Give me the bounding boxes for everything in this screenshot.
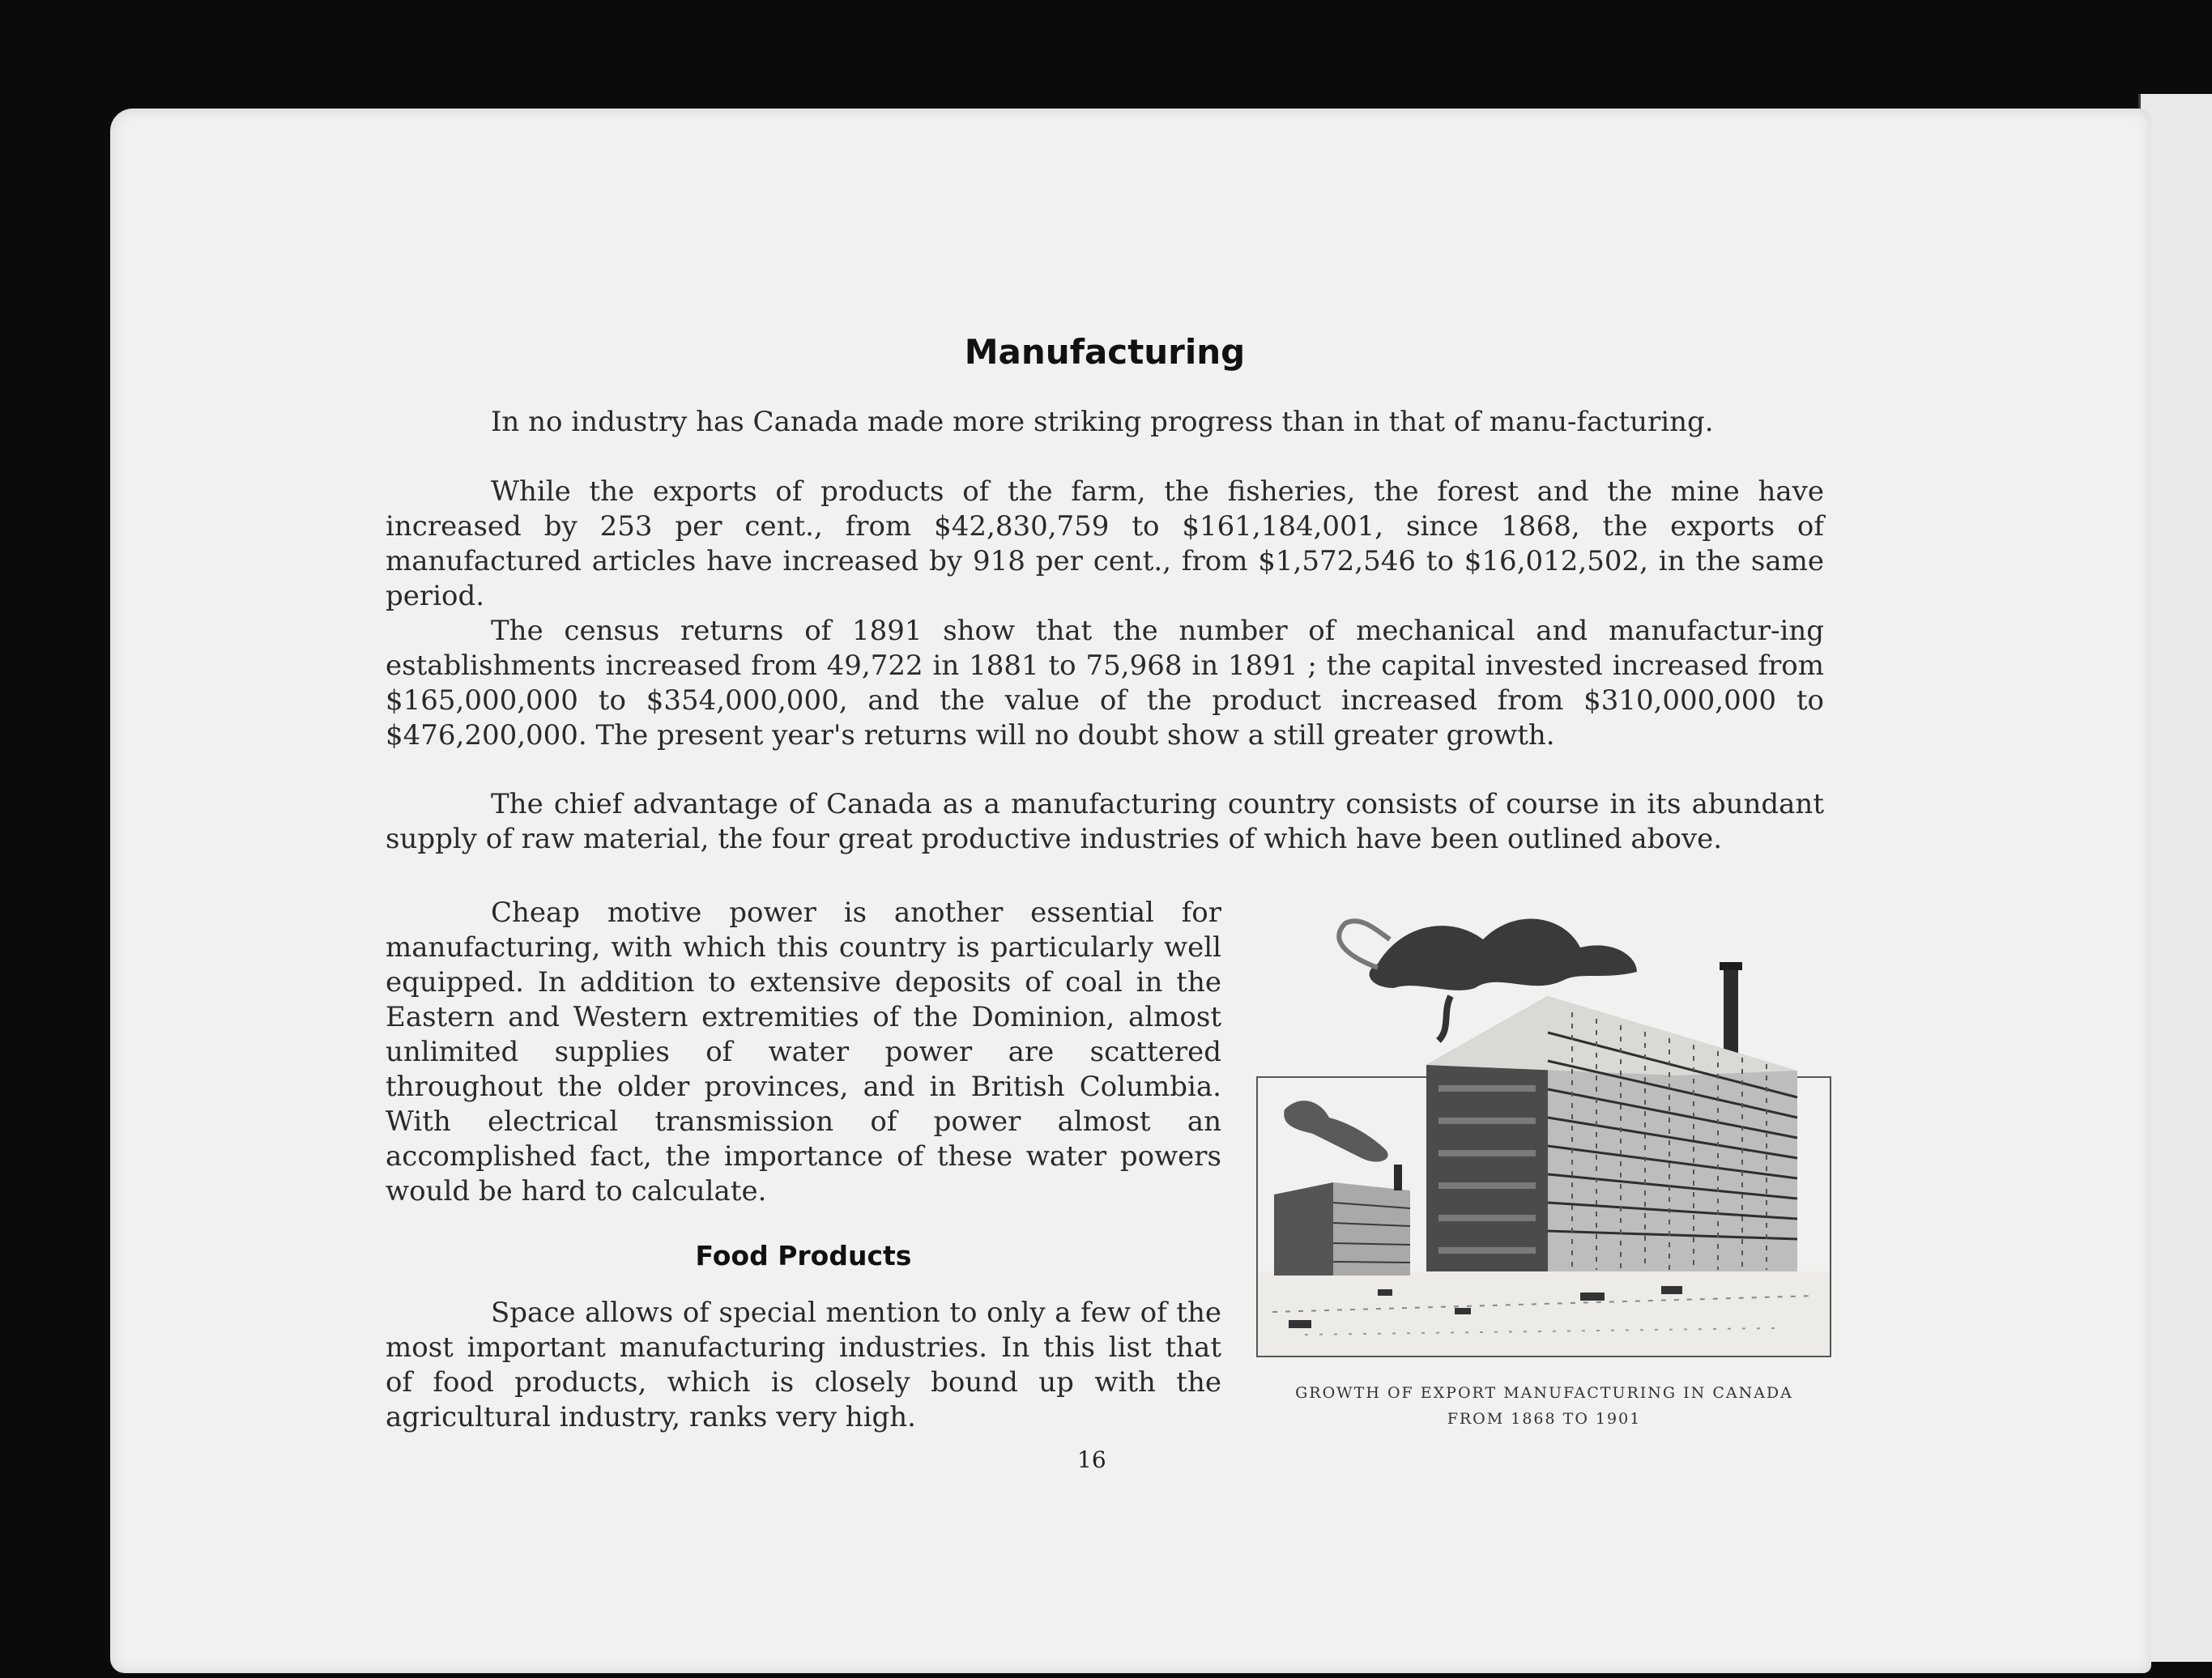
subheading-food-products: Food Products <box>695 1240 912 1271</box>
factory-illustration-figure <box>1256 891 1832 1432</box>
paragraph-census: The census returns of 1891 show that the number of mechanical and manufactur-ing establishments increased from 49,722 in 1881 to 75,968 in 1891 ; the capital invested increased from $165,000,000 to $354,000,000, and the value of the product increased from $310,000,000 to $476,200,000. The present year's returns will no doubt show a still greater growth. <box>386 615 1824 752</box>
paragraph-exports: While the exports of products of the farm, the fisheries, the forest and the mine have increased by 253 per cent., from $42,830,759 to $161,184,001, since 1868, the exports of manufactured articles have increased by 918 per cent., from $1,572,546 to $16,012,502, in the same period. <box>386 475 1824 612</box>
page-title: Manufacturing <box>964 332 1246 372</box>
figure-caption-line-2: FROM 1868 TO 1901 <box>1447 1410 1642 1428</box>
paragraph-manufacturing-intro: In no industry has Canada made more striking progress than in that of manu-facturing. <box>491 406 1714 438</box>
figure-caption-line-1: GROWTH OF EXPORT MANUFACTURING IN CANADA <box>1295 1384 1793 1402</box>
page-number: 16 <box>1077 1446 1106 1473</box>
factory-illustration <box>1256 891 1832 1361</box>
paragraph-food-products: Space allows of special mention to only a few of the most important manufacturing industries. In this list that of food products, which is closely bound up with the agricultural industry, ranks very high. <box>386 1297 1221 1433</box>
paragraph-motive-power: Cheap motive power is another essential for manufacturing, with which this country is particularly well equipped. In addition to extensive deposits of coal in the Eastern and Western extremities of the Dominion, almost unlimited supplies of water power are scattered throughout the older provinces, and in British Columbia. With electrical transmission of power almost an accomplished fact, the importance of these water powers would be hard to calculate. <box>386 896 1221 1207</box>
figure-caption <box>1256 1380 1832 1432</box>
left-column <box>386 896 1221 1435</box>
paragraph-raw-material: The chief advantage of Canada as a manufacturing country consists of course in its abundant supply of raw material, the four great productive industries of which have been outlined above. <box>386 788 1824 855</box>
